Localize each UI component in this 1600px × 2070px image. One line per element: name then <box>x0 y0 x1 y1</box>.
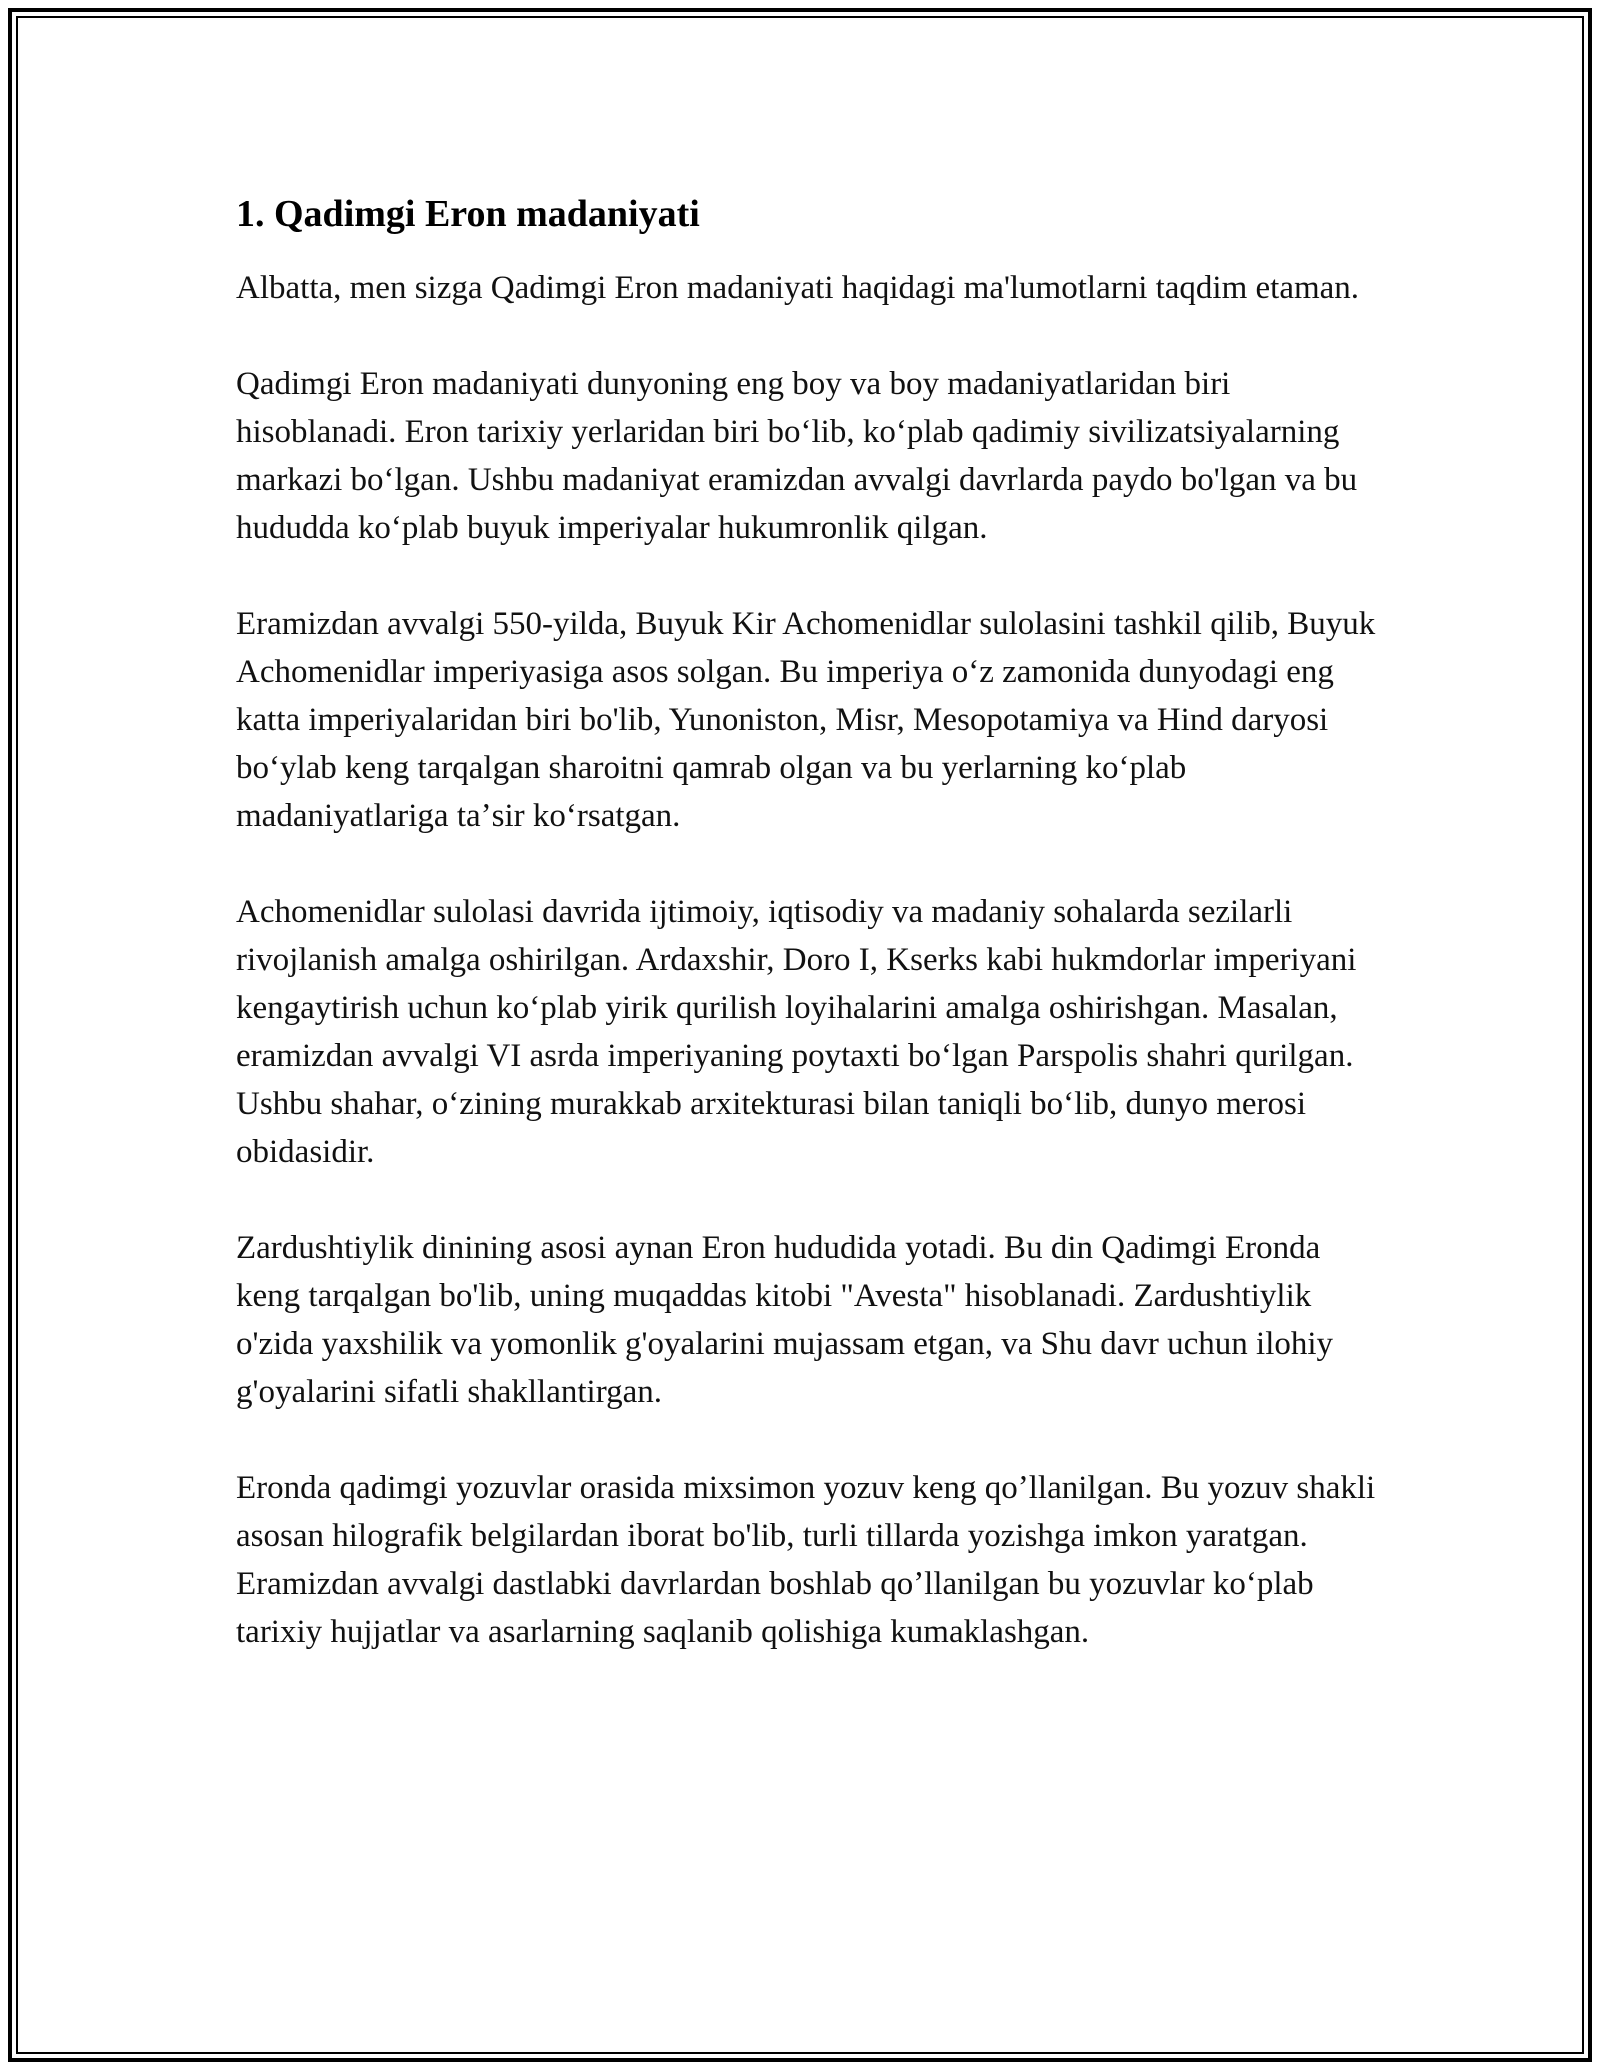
document-body <box>236 186 1376 1704</box>
paragraph-overview: Qadimgi Eron madaniyati dunyoning eng boy va boy madaniyatlaridan biri hisoblanadi. Eron tarixiy yerlaridan biri boʻlib, koʻplab qadimiy sivilizatsiyalarning markazi boʻlgan. Ushbu madaniyat eramizdan avvalgi davrlarda paydo bo'lgan va bu hududda koʻplab buyuk imperiyalar hukumronlik qilgan. <box>236 366 1358 546</box>
paragraph-intro: Albatta, men sizga Qadimgi Eron madaniyati haqidagi ma'lumotlarni taqdim etaman. <box>236 270 1360 306</box>
section-heading: 1. Qadimgi Eron madaniyati <box>236 193 700 235</box>
paragraph-achaemenid-development: Achomenidlar sulolasi davrida ijtimoiy, iqtisodiy va madaniy sohalarda sezilarli rivojlanish amalga oshirilgan. Ardaxshir, Doro I, Kserks kabi hukmdorlar imperiyani kengaytirish uchun koʻplab yirik qurilish loyihalarini amalga oshirishgan. Masalan, eramizdan avvalgi VI asrda imperiyaning poytaxti boʻlgan Parspolis shahri qurilgan. Ushbu shahar, oʻzining murakkab arxitekturasi bilan taniqli boʻlib, dunyo merosi obidasidir. <box>236 894 1357 1170</box>
paragraph-zoroastrianism: Zardushtiylik dinining asosi aynan Eron hududida yotadi. Bu din Qadimgi Eronda keng tarqalgan bo'lib, uning muqaddas kitobi "Avesta" hisoblanadi. Zardushtiylik o'zida yaxshilik va yomonlik g'oyalarini mujassam etgan, va Shu davr uchun ilohiy g'oyalarini sifatli shakllantirgan. <box>236 1230 1334 1410</box>
paragraph-cuneiform-writing: Eronda qadimgi yozuvlar orasida mixsimon yozuv keng qoʼllanilgan. Bu yozuv shakli asosan hilografik belgilardan iborat bo'lib, turli tillarda yozishga imkon yaratgan. Eramizdan avvalgi dastlabki davrlardan boshlab qoʼllanilgan bu yozuvlar koʻplab tarixiy hujjatlar va asarlarning saqlanib qolishiga kumaklashgan. <box>236 1470 1376 1650</box>
paragraph-achaemenid-empire: Eramizdan avvalgi 550-yilda, Buyuk Kir Achomenidlar sulolasini tashkil qilib, Buyuk Achomenidlar imperiyasiga asos solgan. Bu imperiya oʻz zamonida dunyodagi eng katta imperiyalaridan biri bo'lib, Yunoniston, Misr, Mesopotamiya va Hind daryosi boʻylab keng tarqalgan sharoitni qamrab olgan va bu yerlarning koʻplab madaniyatlariga taʼsir koʻrsatgan. <box>236 606 1376 834</box>
